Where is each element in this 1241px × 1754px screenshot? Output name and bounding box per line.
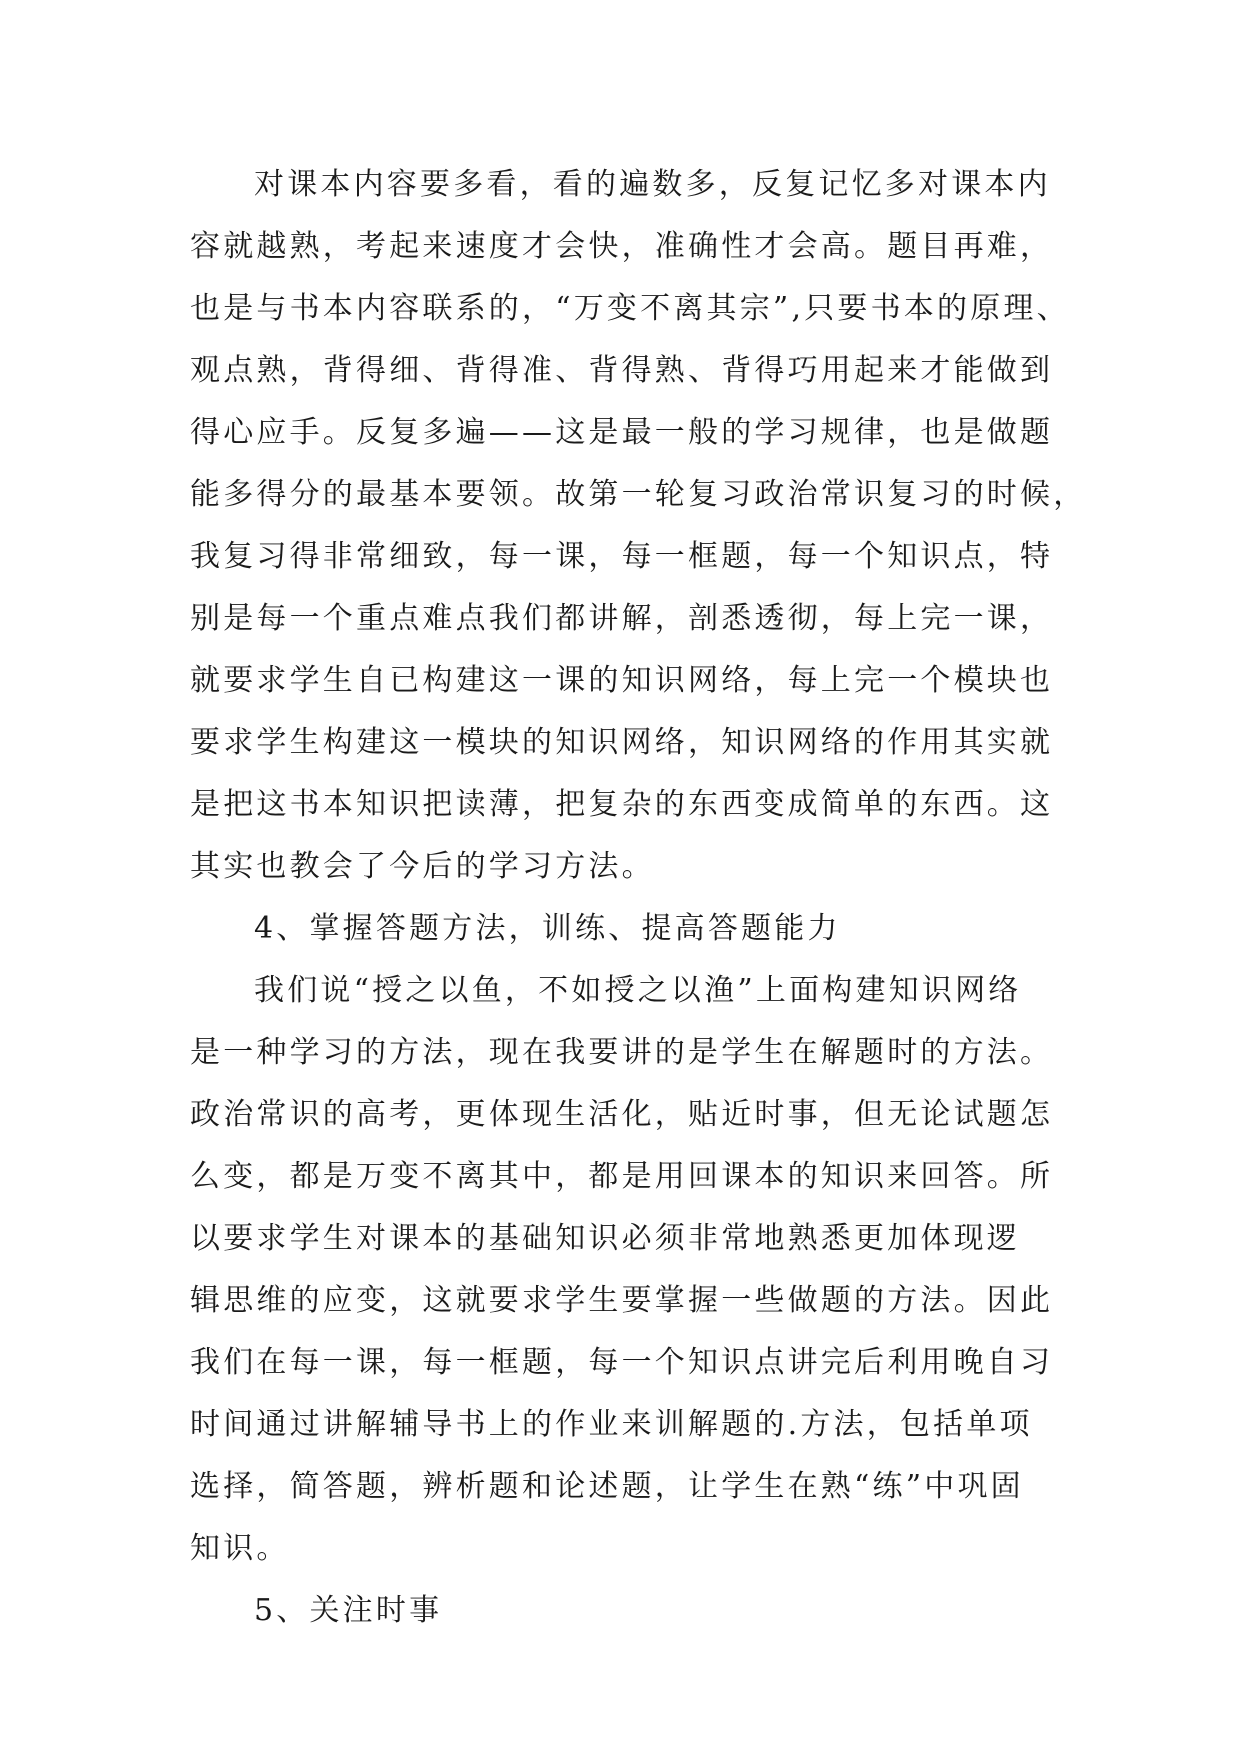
paragraph-1-line: 就要求学生自已构建这一课的知识网络，每上完一个模块也 [190, 663, 1054, 698]
section-heading-5 [190, 1580, 1090, 1642]
paragraph-1-line: 观点熟，背得细、背得准、背得熟、背得巧用起来才能做到 [190, 353, 1054, 388]
paragraph-1-line: 也是与书本内容联系的，“万变不离其宗”,只要书本的原理、 [190, 291, 1070, 326]
paragraph-1-line: 其实也教会了今后的学习方法。 [190, 849, 655, 884]
paragraph-2-line: 时间通过讲解辅导书上的作业来训解题的.方法，包括单项 [190, 1407, 1033, 1442]
paragraph-1-line: 得心应手。反复多遍——这是最一般的学习规律，也是做题 [190, 415, 1054, 450]
paragraph-1-line: 对课本内容要多看，看的遍数多，反复记忆多对课本内 [254, 167, 1051, 202]
paragraph-2-line: 我们说“授之以鱼，不如授之以渔”上面构建知识网络 [254, 973, 1022, 1008]
paragraph-2-line: 我们在每一课，每一框题，每一个知识点讲完后利用晚自习 [190, 1345, 1054, 1380]
paragraph-1-line: 容就越熟，考起来速度才会快，准确性才会高。题目再难， [190, 229, 1054, 264]
paragraph-2-line: 以要求学生对课本的基础知识必须非常地熟悉更加体现逻 [190, 1221, 1020, 1256]
paragraph-2-line: 么变，都是万变不离其中，都是用回课本的知识来回答。所 [190, 1159, 1054, 1194]
paragraph-1-line: 要求学生构建这一模块的知识网络，知识网络的作用其实就 [190, 725, 1054, 760]
paragraph-2 [190, 960, 1090, 1580]
paragraph-1 [190, 154, 1090, 898]
paragraph-2-line: 政治常识的高考，更体现生活化，贴近时事，但无论试题怎 [190, 1097, 1054, 1132]
paragraph-1-line: 能多得分的最基本要领。故第一轮复习政治常识复习的时候， [190, 477, 1087, 512]
paragraph-2-line: 选择，简答题，辨析题和论述题，让学生在熟“练”中巩固 [190, 1469, 1024, 1504]
section-heading-4 [190, 898, 1090, 960]
paragraph-1-line: 我复习得非常细致，每一课，每一框题，每一个知识点，特 [190, 539, 1054, 574]
paragraph-1-line: 是把这书本知识把读薄，把复杂的东西变成简单的东西。这 [190, 787, 1054, 822]
paragraph-1-line: 别是每一个重点难点我们都讲解，剖悉透彻，每上完一课， [190, 601, 1054, 636]
heading-5-text: 5、关注时事 [254, 1593, 443, 1628]
heading-4-text: 4、掌握答题方法，训练、提高答题能力 [254, 911, 841, 946]
paragraph-2-line: 知识。 [190, 1531, 290, 1566]
paragraph-2-line: 是一种学习的方法，现在我要讲的是学生在解题时的方法。 [190, 1035, 1054, 1070]
paragraph-2-line: 辑思维的应变，这就要求学生要掌握一些做题的方法。因此 [190, 1283, 1054, 1318]
